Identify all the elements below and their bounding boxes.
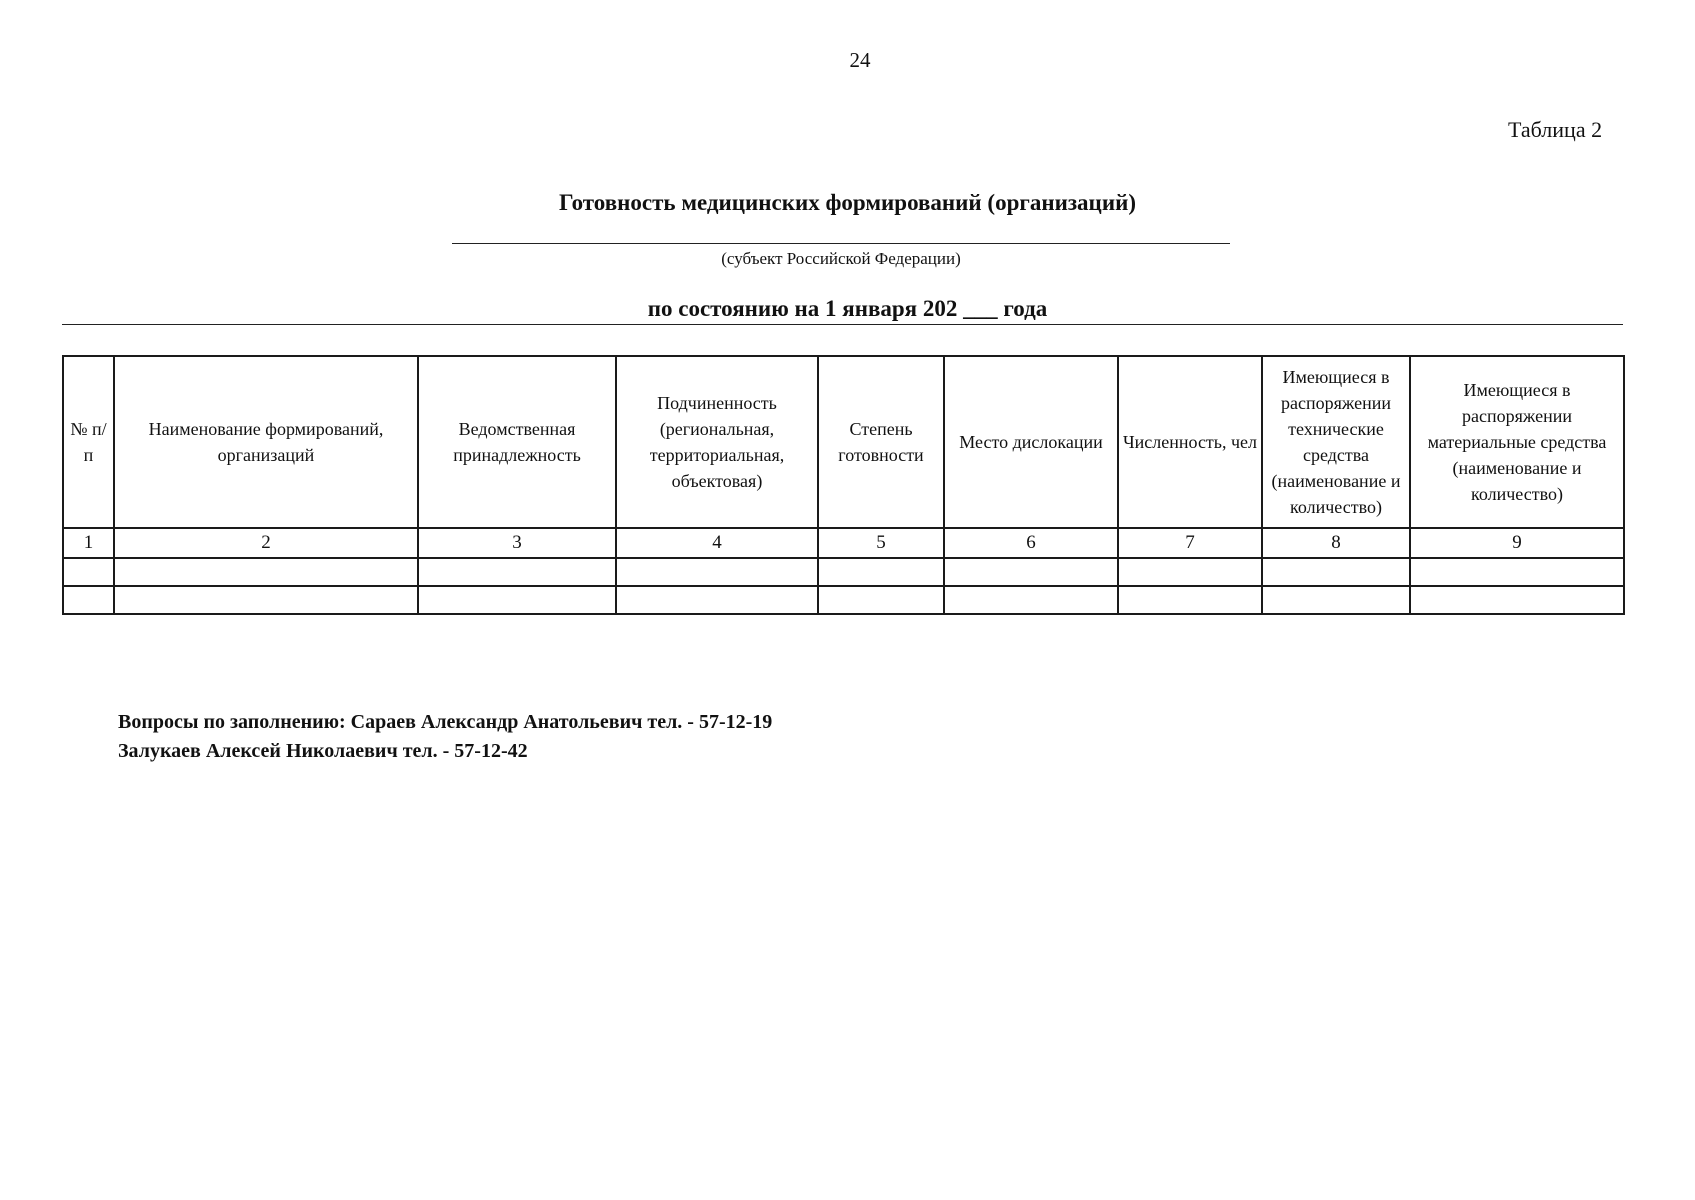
readiness-table (62, 355, 1625, 615)
column-number: 8 (1262, 528, 1410, 558)
empty-cell[interactable] (818, 558, 944, 586)
subject-fill-line (452, 243, 1230, 244)
empty-cell[interactable] (1262, 586, 1410, 614)
empty-cell[interactable] (818, 586, 944, 614)
contacts-block (118, 708, 772, 766)
empty-cell[interactable] (1410, 558, 1624, 586)
column-number: 6 (944, 528, 1118, 558)
empty-cell[interactable] (1262, 558, 1410, 586)
column-number: 4 (616, 528, 818, 558)
column-number: 7 (1118, 528, 1262, 558)
document-title: Готовность медицинских формирований (организаций) (559, 190, 1136, 215)
subject-caption: (субъект Российской Федерации) (721, 249, 961, 268)
date-rule (62, 324, 1623, 325)
empty-cell[interactable] (63, 558, 114, 586)
empty-cell[interactable] (114, 558, 418, 586)
col-header-location: Место дислокации (944, 356, 1118, 528)
col-header-headcount: Численность, чел (1118, 356, 1262, 528)
empty-cell[interactable] (944, 558, 1118, 586)
col-header-technical-means: Имеющиеся в распоряжении технические средства (наименование и количество) (1262, 356, 1410, 528)
table-label: Таблица 2 (1508, 117, 1603, 142)
col-header-material-means: Имеющиеся в распоряжении материальные средства (наименование и количество) (1410, 356, 1624, 528)
page-number: 24 (849, 48, 871, 72)
date-line: по состоянию на 1 января 202 ___ года (647, 296, 1048, 321)
column-number: 9 (1410, 528, 1624, 558)
empty-cell[interactable] (114, 586, 418, 614)
empty-cell[interactable] (63, 586, 114, 614)
empty-cell[interactable] (1118, 586, 1262, 614)
column-number: 5 (818, 528, 944, 558)
empty-cell[interactable] (1118, 558, 1262, 586)
col-header-affiliation: Ведомственная принадлежность (418, 356, 616, 528)
table-row (63, 586, 1624, 614)
empty-cell[interactable] (418, 586, 616, 614)
header-row (63, 356, 1624, 528)
col-header-readiness: Степень готовности (818, 356, 944, 528)
column-number: 2 (114, 528, 418, 558)
empty-cell[interactable] (616, 586, 818, 614)
empty-cell[interactable] (616, 558, 818, 586)
contact-line-1: Вопросы по заполнению: Сараев Александр Анатольевич тел. - 57-12-19 (118, 711, 773, 733)
column-number-row (63, 528, 1624, 558)
col-header-name: Наименование формирований, организаций (114, 356, 418, 528)
empty-cell[interactable] (418, 558, 616, 586)
col-header-number: № п/п (63, 356, 114, 528)
table-row (63, 558, 1624, 586)
empty-cell[interactable] (1410, 586, 1624, 614)
column-number: 3 (418, 528, 616, 558)
empty-cell[interactable] (944, 586, 1118, 614)
col-header-subordination: Подчиненность (региональная, территориальная, объектовая) (616, 356, 818, 528)
column-number: 1 (63, 528, 114, 558)
contact-line-2: Залукаев Алексей Николаевич тел. - 57-12-42 (118, 740, 528, 762)
